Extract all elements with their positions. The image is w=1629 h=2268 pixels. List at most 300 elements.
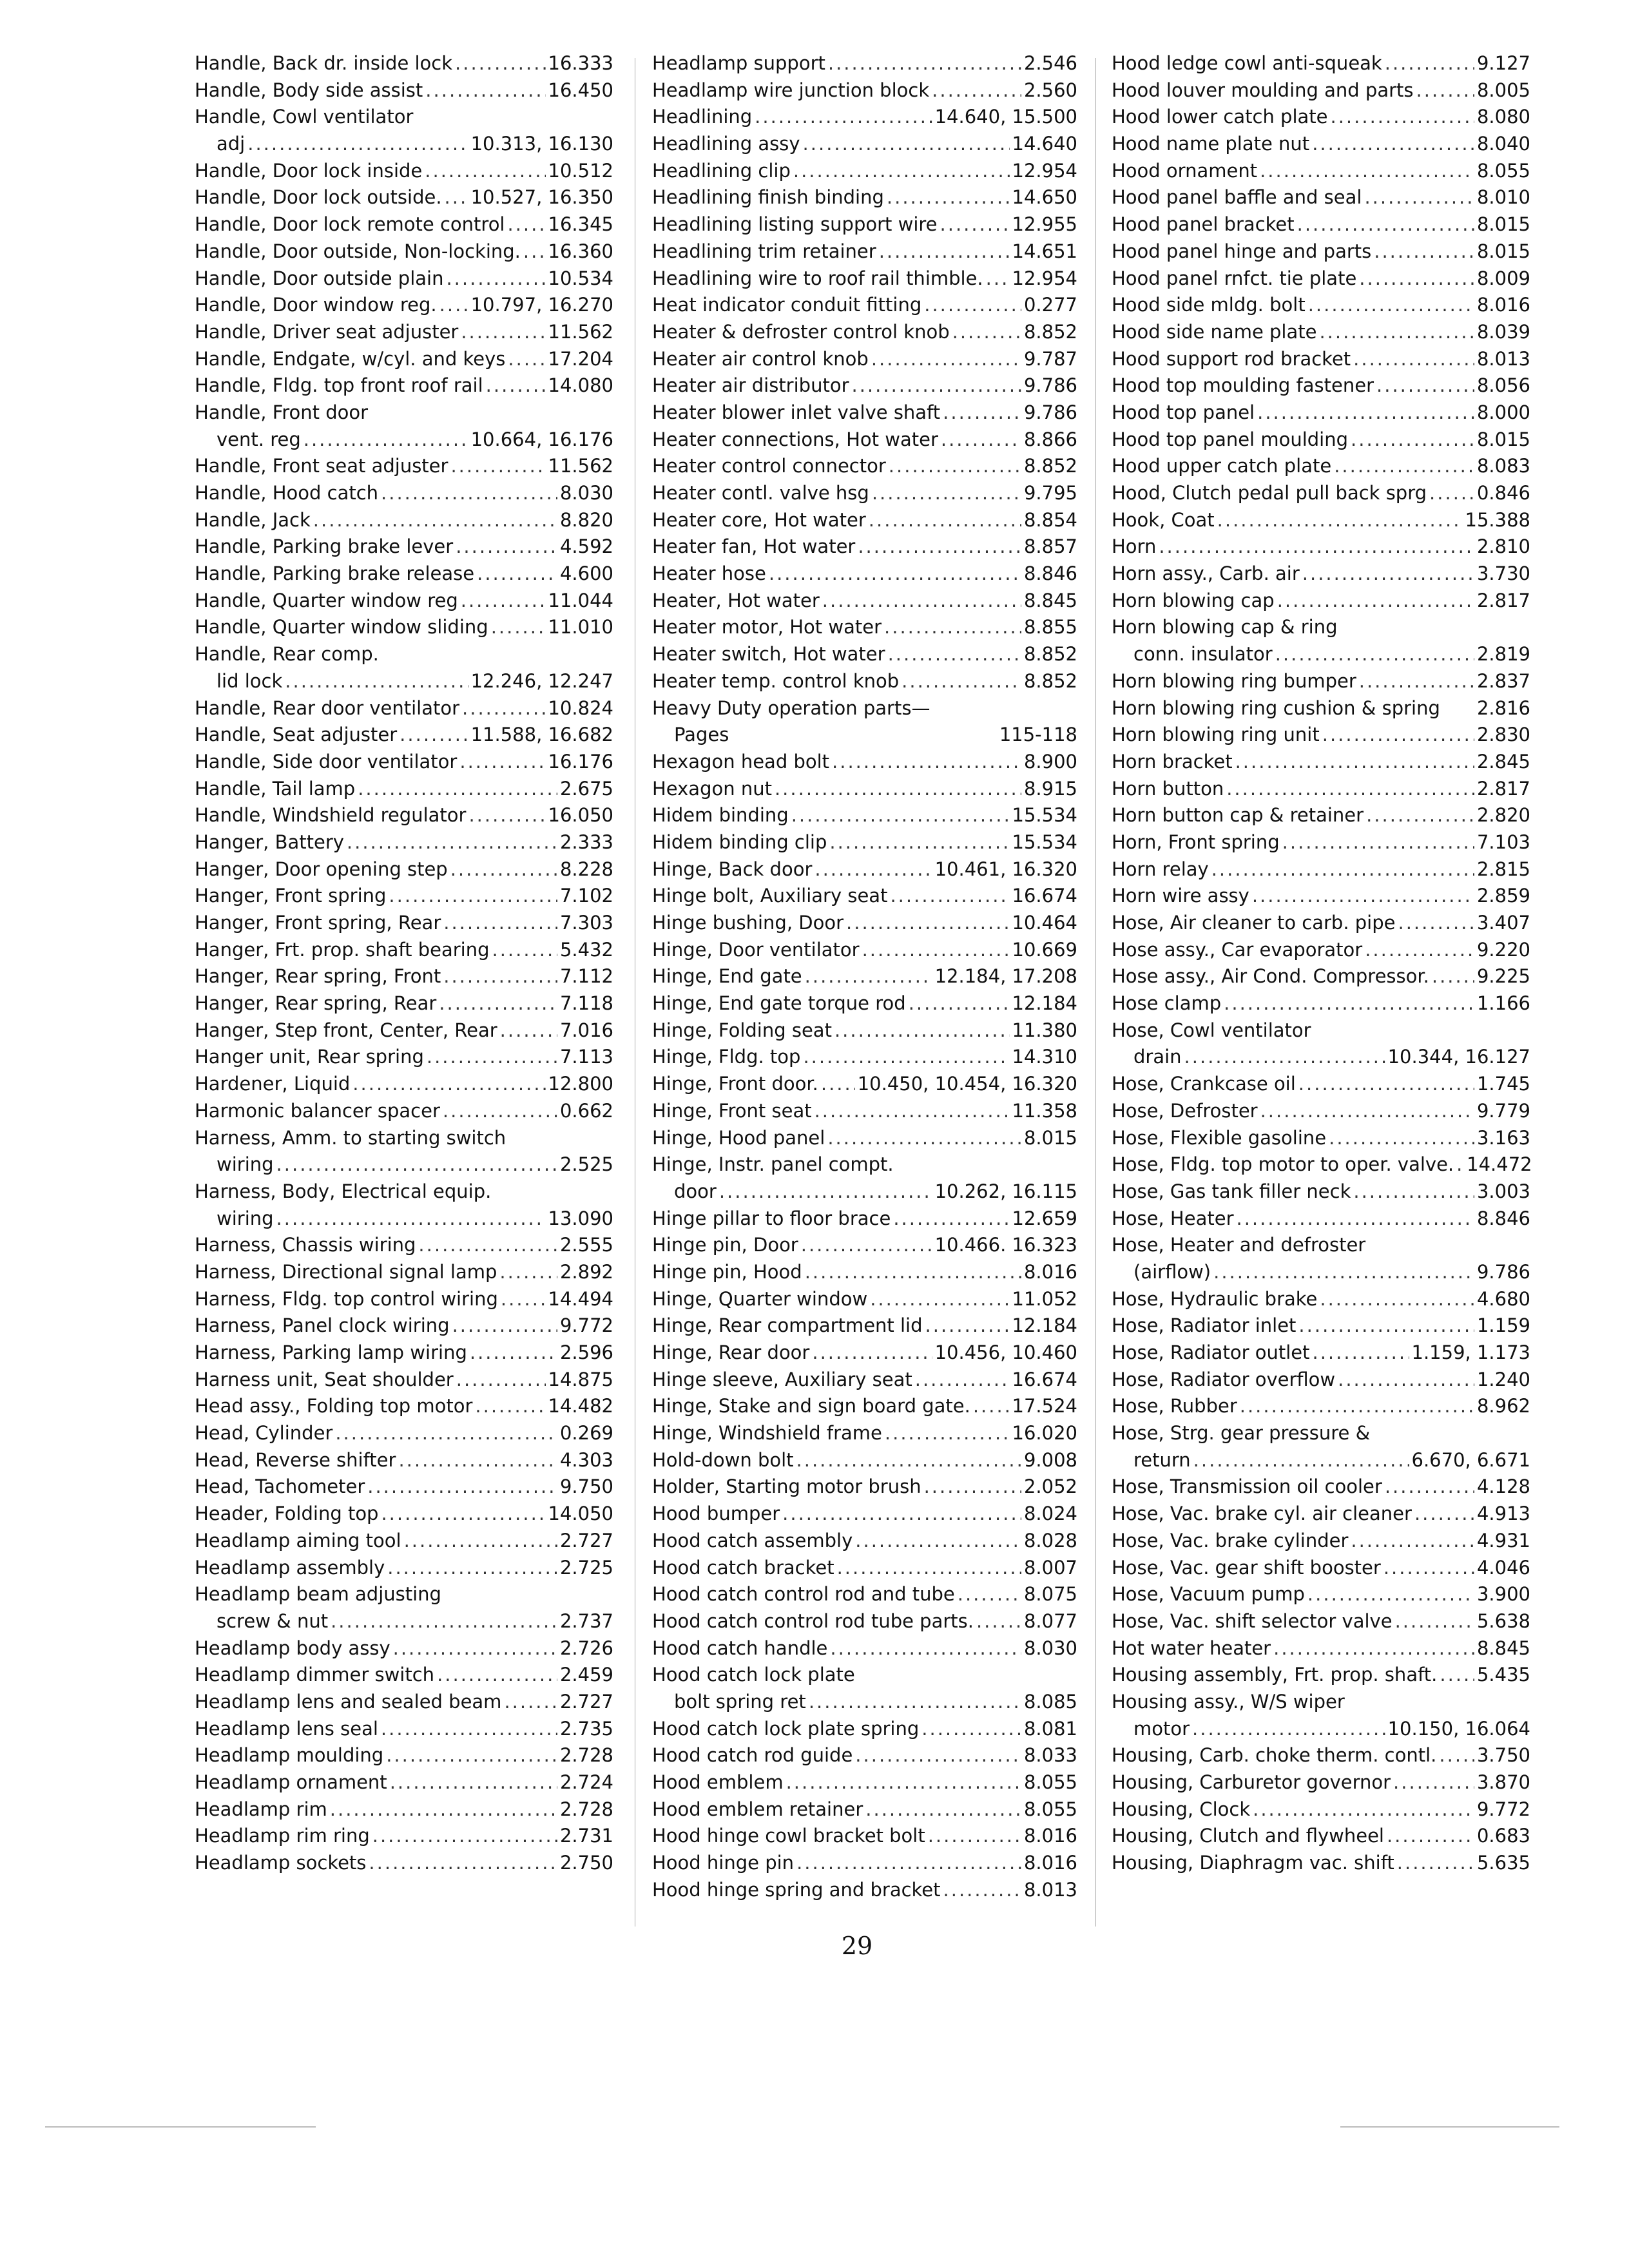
index-entry [195, 77, 613, 104]
leader-dots [400, 722, 468, 749]
leader-dots [504, 1689, 557, 1716]
index-entry [652, 77, 1077, 104]
entry-page-ref: 8.015 [1023, 1126, 1077, 1149]
entry-name: Hood hinge spring and bracket [652, 1878, 941, 1901]
entry-name: Hood ledge cowl anti-squeak [1112, 52, 1382, 74]
entry-page-ref: 10.797, 16.270 [470, 294, 613, 316]
index-entry [652, 1151, 1077, 1178]
index-entry [195, 131, 613, 158]
entry-name: Headlining clip [652, 159, 791, 182]
entry-page-ref: 8.013 [1023, 1878, 1077, 1901]
entry-page-ref: 3.163 [1476, 1126, 1530, 1149]
leader-dots [1456, 1151, 1464, 1178]
index-entry [195, 453, 613, 480]
index-entry [195, 265, 613, 293]
leader-dots [1193, 1447, 1409, 1474]
index-entry [1112, 372, 1530, 399]
entry-page-ref: 2.815 [1476, 858, 1530, 880]
index-entry [1112, 480, 1530, 507]
index-entry [652, 776, 1077, 803]
entry-page-ref: 2.837 [1476, 669, 1530, 692]
index-entry [652, 1098, 1077, 1125]
entry-name: Housing assy., W/S wiper [1112, 1690, 1345, 1713]
entry-name: Hood hinge cowl bracket bolt [652, 1825, 925, 1847]
entry-page-ref: 2.810 [1476, 535, 1530, 558]
entry-name: Handle, Quarter window reg [195, 589, 458, 611]
index-entry [195, 1716, 613, 1743]
leader-dots [852, 372, 1021, 399]
entry-name: Hanger, Rear spring, Rear [195, 992, 437, 1015]
index-entry [1112, 856, 1530, 883]
entry-page-ref: 11.044 [548, 589, 613, 611]
entry-name: Headlamp moulding [195, 1744, 384, 1767]
entry-page-ref: 10.450, 10.454, 16.320 [857, 1073, 1077, 1095]
entry-page-ref: 10.664, 16.176 [470, 428, 613, 450]
entry-name: Hose clamp [1112, 992, 1222, 1015]
entry-name: adj [217, 133, 246, 155]
entry-name: Hose, Cowl ventilator [1112, 1019, 1311, 1041]
leader-dots [425, 158, 545, 185]
entry-page-ref: 11.010 [548, 616, 613, 639]
index-entry [652, 963, 1077, 990]
index-entry [652, 722, 1077, 749]
entry-name: Handle, Rear door ventilator [195, 697, 460, 719]
leader-dots [803, 1044, 1009, 1071]
index-entry [195, 1098, 613, 1125]
leader-dots [475, 1393, 545, 1420]
leader-dots [508, 211, 546, 238]
entry-name: Handle, Windshield regulator [195, 804, 467, 827]
entry-name: Head assy., Folding top motor [195, 1395, 473, 1418]
entry-name: Hood catch bracket [652, 1556, 834, 1579]
entry-page-ref: 4.680 [1476, 1287, 1530, 1310]
entry-page-ref: 2.892 [559, 1260, 613, 1283]
entry-page-ref: 15.534 [1012, 804, 1077, 827]
index-entry [1112, 50, 1530, 77]
entry-name: Hexagon head bolt [652, 750, 830, 773]
leader-dots [890, 883, 1009, 910]
leader-dots [1260, 158, 1474, 185]
entry-page-ref: 2.737 [559, 1610, 613, 1632]
index-entry [652, 1071, 1077, 1098]
leader-dots [889, 453, 1021, 480]
entry-name: Hanger, Rear spring, Front [195, 965, 441, 988]
entry-page-ref: 11.562 [548, 320, 613, 343]
entry-page-ref: 9.750 [559, 1475, 613, 1498]
index-entry [1112, 1340, 1530, 1367]
index-entry [195, 802, 613, 829]
entry-page-ref: 8.854 [1023, 508, 1077, 531]
entry-name: Harmonic balancer spacer [195, 1099, 440, 1122]
entry-name: Hinge, Front seat [652, 1099, 812, 1122]
entry-page-ref: 2.830 [1476, 724, 1530, 746]
entry-page-ref: 8.010 [1476, 186, 1530, 209]
index-entry [652, 802, 1077, 829]
entry-name: Hose, Heater and defroster [1112, 1234, 1366, 1256]
entry-page-ref: 7.016 [559, 1019, 613, 1041]
entry-page-ref: 10.313, 16.130 [470, 133, 613, 155]
entry-name: Headlamp rim ring [195, 1825, 370, 1847]
index-entry [195, 910, 613, 937]
leader-dots [1319, 319, 1474, 346]
index-entry [1112, 1850, 1530, 1877]
entry-page-ref: 15.534 [1012, 831, 1077, 853]
entry-name: Horn blowing ring cushion & spring [1112, 697, 1440, 719]
index-entry [1112, 937, 1530, 964]
entry-page-ref: 2.726 [559, 1637, 613, 1659]
index-entry [195, 292, 613, 319]
leader-dots [796, 1447, 1021, 1474]
entry-name: Handle, Quarter window sliding [195, 616, 488, 639]
index-entry [195, 1232, 613, 1259]
leader-dots [943, 1877, 1021, 1904]
index-entry [652, 1017, 1077, 1044]
index-entry [195, 372, 613, 399]
entry-page-ref: 4.046 [1476, 1556, 1530, 1579]
leader-dots [901, 668, 1021, 695]
entry-page-ref: 10.466. 16.323 [934, 1234, 1077, 1256]
index-entry [195, 1420, 613, 1447]
leader-dots [855, 1528, 1021, 1555]
leader-dots [1273, 1635, 1474, 1662]
index-entry [1112, 427, 1530, 454]
entry-name: Handle, Body side assist [195, 79, 423, 101]
entry-name: Hanger, Step front, Center, Rear [195, 1019, 497, 1041]
index-entry [195, 722, 613, 749]
entry-page-ref: 4.592 [559, 535, 613, 558]
index-entry [1112, 158, 1530, 185]
entry-page-ref: 8.055 [1023, 1771, 1077, 1793]
entry-name: Head, Reverse shifter [195, 1448, 396, 1471]
index-entry [1112, 346, 1530, 373]
index-entry [1112, 963, 1530, 990]
entry-page-ref: 16.020 [1012, 1422, 1077, 1445]
leader-dots [445, 184, 468, 211]
entry-name: Hose, Vacuum pump [1112, 1583, 1305, 1606]
entry-page-ref: 8.007 [1023, 1556, 1077, 1579]
entry-name: Harness, Panel clock wiring [195, 1314, 450, 1337]
entry-page-ref: 10.669 [1012, 938, 1077, 961]
index-entry [195, 1178, 613, 1206]
entry-page-ref: 2.675 [559, 777, 613, 800]
entry-page-ref: 2.819 [1476, 643, 1530, 666]
leader-dots [976, 1608, 1021, 1635]
leader-dots [862, 937, 1010, 964]
entry-page-ref: 10.344, 16.127 [1387, 1046, 1530, 1068]
leader-dots [508, 346, 545, 373]
entry-page-ref: 8.033 [1023, 1744, 1077, 1767]
entry-name: Hood bumper [652, 1503, 780, 1525]
entry-name: Hinge pillar to floor brace [652, 1207, 891, 1229]
entry-page-ref: 2.728 [559, 1744, 613, 1767]
entry-page-ref: 2.817 [1476, 589, 1530, 611]
entry-page-ref: 8.030 [559, 482, 613, 504]
leader-dots [313, 507, 557, 534]
index-entry [195, 1125, 613, 1152]
index-entry [1112, 1232, 1530, 1259]
entry-page-ref: 7.102 [559, 885, 613, 907]
leader-dots [884, 614, 1021, 641]
index-entry [195, 1555, 613, 1582]
entry-name: vent. reg [217, 428, 301, 450]
entry-page-ref: 3.900 [1476, 1583, 1530, 1606]
entry-name: Horn [1112, 535, 1157, 558]
leader-dots [805, 1259, 1021, 1286]
entry-name: Pages [674, 724, 729, 746]
entry-name: Hood lower catch plate [1112, 106, 1328, 128]
entry-name: Headlamp aiming tool [195, 1529, 401, 1552]
entry-name: Housing, Clutch and flywheel [1112, 1825, 1384, 1847]
entry-page-ref: 7.303 [559, 912, 613, 934]
index-entry [652, 1635, 1077, 1662]
leader-dots [381, 1716, 557, 1743]
entry-page-ref: 12.246, 12.247 [470, 669, 613, 692]
index-entry [1112, 588, 1530, 615]
entry-name: Harness, Directional signal lamp [195, 1260, 497, 1283]
entry-page-ref: 2.725 [559, 1556, 613, 1579]
entry-name: Hanger, Door opening step [195, 858, 448, 880]
entry-page-ref: 8.005 [1476, 79, 1530, 101]
leader-dots [1184, 1044, 1385, 1071]
entry-page-ref: 17.204 [548, 347, 613, 370]
leader-dots [304, 427, 468, 454]
entry-name: Heater air control knob [652, 347, 869, 370]
entry-page-ref: 9.779 [1476, 1099, 1530, 1122]
entry-page-ref: 1.159 [1476, 1314, 1530, 1337]
entry-name: Hose, Vac. gear shift booster [1112, 1556, 1381, 1579]
index-entry [195, 211, 613, 238]
index-entry [1112, 1608, 1530, 1635]
entry-page-ref: 0.269 [559, 1422, 613, 1445]
index-entry [1112, 1206, 1530, 1233]
leader-dots [443, 910, 557, 937]
entry-page-ref: 12.800 [548, 1073, 613, 1095]
entry-page-ref: 14.650 [1012, 186, 1077, 209]
entry-name: Hinge, End gate torque rod [652, 992, 906, 1015]
entry-page-ref: 3.003 [1476, 1180, 1530, 1202]
entry-name: Handle, Parking brake lever [195, 535, 454, 558]
entry-name: wiring [217, 1207, 274, 1229]
leader-dots [796, 1850, 1021, 1877]
index-entry [195, 561, 613, 588]
index-entry [652, 1340, 1077, 1367]
entry-name: Headlamp sockets [195, 1852, 367, 1874]
entry-name: Horn blowing cap & ring [1112, 616, 1338, 639]
entry-name: Hood catch lock plate [652, 1664, 855, 1686]
entry-page-ref: 16.333 [548, 52, 613, 74]
leader-dots [393, 1635, 557, 1662]
index-entry [1112, 1474, 1530, 1501]
entry-page-ref: 0.277 [1023, 294, 1077, 316]
leader-dots [879, 238, 1010, 265]
entry-name: Hood catch rod guide [652, 1744, 853, 1767]
index-entry [652, 1662, 1077, 1689]
index-entry [1112, 1528, 1530, 1555]
leader-dots [1240, 1393, 1474, 1420]
index-entry [195, 1689, 613, 1716]
entry-page-ref: 10.824 [548, 697, 613, 719]
leader-dots [1376, 372, 1474, 399]
leader-dots [491, 614, 546, 641]
entry-name: Handle, Door window reg. [195, 294, 437, 316]
index-entry [652, 1447, 1077, 1474]
leader-dots [1298, 1312, 1474, 1340]
index-entry [1112, 1796, 1530, 1823]
entry-page-ref: 12.954 [1012, 159, 1077, 182]
entry-name: Headlining [652, 106, 753, 128]
entry-page-ref: 9.772 [1476, 1798, 1530, 1820]
leader-dots [858, 533, 1021, 561]
entry-page-ref: 10.464 [1012, 912, 1077, 934]
index-entry [195, 507, 613, 534]
index-entry [1112, 614, 1530, 641]
index-entry [652, 1286, 1077, 1313]
index-entry [1112, 1125, 1530, 1152]
leader-dots [1416, 77, 1474, 104]
entry-name: Hanger, Front spring [195, 885, 387, 907]
leader-dots [1414, 1501, 1474, 1528]
entry-name: Head, Cylinder [195, 1422, 333, 1445]
entry-name: Horn button cap & retainer [1112, 804, 1364, 827]
entry-page-ref: 8.024 [1023, 1503, 1077, 1525]
leader-dots [499, 1259, 557, 1286]
entry-name: Hinge, End gate [652, 965, 802, 988]
index-entry [1112, 507, 1530, 534]
leader-dots [1351, 1528, 1474, 1555]
leader-dots [805, 963, 932, 990]
index-entry [652, 1555, 1077, 1582]
entry-name: Heat indicator conduit fitting [652, 294, 922, 316]
index-entry [195, 1850, 613, 1877]
entry-name: Hinge, Quarter window [652, 1287, 868, 1310]
entry-name: Harness, Fldg. top control wiring [195, 1287, 498, 1310]
leader-dots [925, 1312, 1010, 1340]
entry-page-ref: 8.845 [1023, 589, 1077, 611]
index-entry [1112, 184, 1530, 211]
entry-page-ref: 10.534 [548, 267, 613, 289]
entry-name: Headlining wire to roof rail thimble. [652, 267, 983, 289]
scan-artifact-line [45, 2126, 316, 2128]
index-entry [195, 641, 613, 668]
leader-dots [986, 265, 1010, 293]
index-entry [1112, 238, 1530, 265]
entry-name: Header, Folding top [195, 1503, 379, 1525]
leader-dots [871, 346, 1021, 373]
index-entry [652, 1125, 1077, 1152]
leader-dots [459, 749, 545, 776]
leader-dots [443, 963, 557, 990]
entry-page-ref: 9.786 [1023, 374, 1077, 397]
leader-dots [909, 990, 1010, 1017]
index-entry [1112, 292, 1530, 319]
entry-name: Horn blowing ring unit [1112, 724, 1320, 746]
entry-name: Hood top panel moulding [1112, 428, 1349, 450]
entry-name: Horn assy., Carb. air [1112, 562, 1300, 585]
entry-name: Holder, Starting motor brush [652, 1475, 921, 1498]
leader-dots [347, 829, 557, 856]
leader-dots [285, 668, 468, 695]
leader-dots [924, 292, 1021, 319]
page-number: 29 [841, 1932, 873, 1960]
index-entry [652, 1796, 1077, 1823]
entry-name: Hose, Fldg. top motor to oper. valve. [1112, 1153, 1454, 1176]
leader-dots [404, 1528, 557, 1555]
leader-dots [932, 77, 1021, 104]
leader-dots [1383, 1555, 1474, 1582]
index-entry [1112, 829, 1530, 856]
index-entry [1112, 1393, 1530, 1420]
index-entry [195, 427, 613, 454]
index-entry [195, 588, 613, 615]
entry-name: Horn bracket [1112, 750, 1233, 773]
entry-name: Hood side mldg. bolt [1112, 294, 1306, 316]
entry-name: Hood ornament [1112, 159, 1258, 182]
leader-dots [1226, 776, 1474, 803]
entry-page-ref: 2.727 [559, 1690, 613, 1713]
index-entry [1112, 77, 1530, 104]
entry-page-ref: 7.112 [559, 965, 613, 988]
entry-name: Heater hose [652, 562, 766, 585]
entry-name: Hidem binding [652, 804, 789, 827]
leader-dots [924, 1474, 1021, 1501]
entry-name: bolt spring ret [674, 1690, 806, 1713]
leader-dots [331, 1608, 557, 1635]
index-entry [652, 453, 1077, 480]
index-entry [652, 292, 1077, 319]
entry-name: Hold-down bolt [652, 1448, 794, 1471]
leader-dots [1307, 1581, 1474, 1608]
entry-name: Hexagon nut [652, 777, 772, 800]
leader-dots [455, 50, 545, 77]
entry-name: Harness, Chassis wiring [195, 1234, 416, 1256]
entry-page-ref: 8.040 [1476, 133, 1530, 155]
entry-page-ref: 8.056 [1476, 374, 1530, 397]
leader-dots [1252, 883, 1474, 910]
leader-dots [1253, 1796, 1474, 1823]
scan-artifact-line [1340, 2126, 1559, 2128]
index-entry [652, 265, 1077, 293]
index-column-middle [652, 50, 1077, 1903]
leader-dots [846, 910, 1010, 937]
index-entry [1112, 1742, 1530, 1769]
index-entry [195, 1581, 613, 1608]
entry-name: Hinge, Instr. panel compt. [652, 1153, 894, 1176]
leader-dots [921, 1716, 1021, 1743]
entry-page-ref: 8.009 [1476, 267, 1530, 289]
entry-name: Horn blowing cap [1112, 589, 1275, 611]
index-entry [1112, 1420, 1530, 1447]
entry-name: Handle, Back dr. inside lock [195, 52, 453, 74]
leader-dots [812, 1340, 932, 1367]
index-entry [195, 1608, 613, 1635]
leader-dots [276, 1206, 546, 1233]
leader-dots [523, 238, 546, 265]
leader-dots [389, 883, 557, 910]
entry-page-ref: 8.852 [1023, 455, 1077, 477]
entry-page-ref: 2.820 [1476, 804, 1530, 827]
entry-page-ref: 12.184 [1012, 1314, 1077, 1337]
entry-page-ref: 9.787 [1023, 347, 1077, 370]
index-entry [652, 641, 1077, 668]
entry-page-ref: 8.820 [559, 508, 613, 531]
entry-name: Handle, Cowl ventilator [195, 106, 414, 128]
leader-dots [1364, 184, 1474, 211]
entry-name: Headlamp assembly [195, 1556, 385, 1579]
entry-page-ref: 8.016 [1023, 1852, 1077, 1874]
entry-page-ref: 9.795 [1023, 482, 1077, 504]
entry-page-ref: 8.000 [1476, 401, 1530, 423]
entry-page-ref: 9.772 [559, 1314, 613, 1337]
